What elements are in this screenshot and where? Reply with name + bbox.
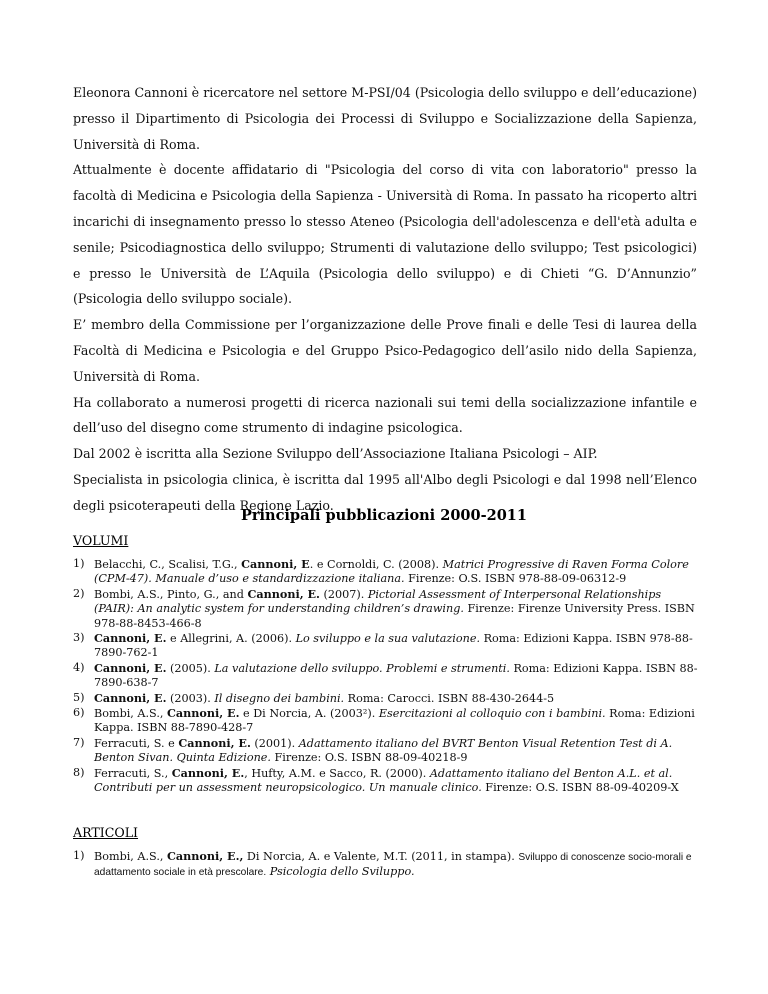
bio-paragraph: Specialista in psicologia clinica, è iscritta dal 1995 all'Albo degli Psicologi e dal 1998 nell’Elenco degli psicoterapeuti della Regione Lazio.: [73, 471, 697, 513]
item-authors-year: (2005).: [166, 661, 215, 675]
item-publisher: Roma: Edizioni Kappa. ISBN 88-7890-428-7: [94, 707, 695, 735]
articoli-title: ARTICOLI: [73, 825, 139, 840]
item-number: 5): [73, 690, 85, 704]
bio-paragraph: Eleonora Cannoni è ricercatore nel settore M-PSI/04 (Psicologia dello sviluppo e dell’educazione) presso il Dipartimento di Psicologia dei Processi di Sviluppo e Socializzazione della Sapienza, Università di Roma.: [73, 85, 697, 152]
item-author-highlight: Cannoni, E.: [94, 690, 167, 705]
item-authors-year: Di Norcia, A. e Valente, M.T. (2011, in stampa).: [243, 850, 519, 863]
item-authors-year: (2003).: [166, 691, 215, 705]
item-authors: Bombi, A.S., Pinto, G., and: [94, 587, 248, 601]
item-number: 4): [73, 660, 85, 674]
list-item: [73, 766, 699, 796]
item-title: Lo sviluppo e la sua valutazione.: [295, 632, 481, 646]
item-authors: Bombi, A.S.,: [94, 850, 167, 863]
item-number: 1): [73, 557, 85, 570]
item-number: 7): [73, 735, 85, 749]
item-title: Il disegno dei bambini.: [214, 691, 345, 705]
item-authors-year: (2007).: [319, 587, 368, 601]
item-authors: Belacchi, C., Scalisi, T.G.,: [94, 558, 242, 571]
item-publisher: Roma: Edizioni Kappa. ISBN 88-7890-638-7: [94, 661, 698, 690]
item-title: Adattamento italiano del Benton A.L. et al. Contributi per un assessment neuropsicologico. Un manuale clinico.: [94, 766, 673, 795]
item-title: Adattamento italiano del BVRT Benton Visual Retention Test di A. Benton Sivan. Quinta Edizione.: [94, 736, 673, 765]
item-author-highlight: Cannoni, E.: [247, 586, 320, 601]
item-publisher: Firenze: Firenze University Press. ISBN 978-88-8453-466-8: [94, 602, 695, 630]
item-author-highlight: Cannoni, E.: [171, 765, 245, 780]
item-number: 3): [73, 631, 85, 645]
list-item: [73, 631, 699, 661]
item-authors: Ferracuti, S. e: [94, 736, 179, 750]
list-item: [73, 587, 699, 631]
list-item: [73, 849, 699, 881]
item-author-highlight: Cannoni, E.,: [167, 849, 244, 863]
item-authors-year: e Di Norcia, A. (2003²).: [239, 707, 379, 721]
item-authors: Ferracuti, S.,: [94, 766, 172, 780]
volumi-title: VOLUMI: [73, 533, 129, 548]
list-item: [73, 557, 699, 587]
item-authors-year: e Allegrini, A. (2006).: [166, 632, 296, 646]
bio-paragraph: Ha collaborato a numerosi progetti di ricerca nazionali sui temi della socializzazione infantile e dell’uso del disegno come strumento di indagine psicologica.: [73, 394, 697, 436]
list-item: [73, 736, 699, 766]
bio-paragraph: Dal 2002 è iscritta alla Sezione Sviluppo dell’Associazione Italiana Psicologi – AIP.: [73, 446, 598, 462]
item-author-highlight: Cannoni, E: [241, 557, 310, 571]
item-title: Matrici Progressive di Raven Forma Colore (CPM-47). Manuale d’uso e standardizzazione italiana.: [94, 558, 689, 586]
item-publisher: Roma: Carocci. ISBN 88-430-2644-5: [344, 691, 555, 705]
item-authors-year: . e Cornoldi, C. (2008).: [309, 558, 443, 571]
item-publisher: Firenze: O.S. ISBN 88-09-40218-9: [270, 751, 468, 765]
item-title: Esercitazioni al colloquio con i bambini.: [378, 707, 606, 721]
item-author-highlight: Cannoni, E.: [167, 706, 240, 721]
bio-paragraph: Attualmente è docente affidatario di "Psicologia del corso di vita con laboratorio" presso la facoltà di Medicina e Psicologia della Sapienza - Università di Roma. In passato ha ricoperto altri incarichi di insegnamento presso lo stesso Ateneo (Psicologia dell'adolescenza e dell'età adulta e senile; Psicodiagnostica dello sviluppo; Strumenti di valutazione dello sviluppo; Test psicologici) e presso le Università de L’Aquila (Psicologia dello sviluppo) e di Chieti “G. D’Annunzio” (Psicologia dello sviluppo sociale).: [73, 162, 697, 307]
publications-heading: Principali pubblicazioni 2000-2011: [241, 507, 527, 524]
articoli-list: [73, 849, 699, 881]
item-authors-year: (2001).: [250, 736, 299, 750]
item-title: La valutazione dello sviluppo. Problemi e strumenti.: [214, 661, 510, 675]
bio-paragraph: E’ membro della Commissione per l’organizzazione delle Prove finali e delle Tesi di laurea della Facoltà di Medicina e Psicologia e del Gruppo Psico-Pedagogico dell’asilo nido della Sapienza, Università di Roma.: [73, 317, 697, 384]
item-publisher: Firenze: O.S. ISBN 978-88-09-06312-9: [404, 572, 627, 586]
item-authors-year: , Hufty, A.M. e Sacco, R. (2000).: [244, 766, 430, 780]
item-title: Sviluppo di conoscenze socio-morali e adattamento sociale in età prescolare.: [94, 852, 692, 879]
item-number: 6): [73, 706, 85, 720]
item-author-highlight: Cannoni, E.: [94, 660, 167, 675]
item-number: 8): [73, 765, 85, 779]
biography: [73, 80, 697, 519]
volumi-list: [73, 557, 699, 796]
item-author-highlight: Cannoni, E.: [178, 735, 251, 750]
list-item: [73, 706, 699, 736]
item-number: 2): [73, 586, 85, 600]
list-item: [73, 691, 699, 706]
item-author-highlight: Cannoni, E.: [94, 631, 167, 646]
item-title: Pictorial Assessment of Interpersonal Relationships (PAIR): An analytic system for understanding children’s drawing.: [94, 587, 662, 616]
item-publisher: Firenze: O.S. ISBN 88-09-40209-X: [481, 781, 679, 795]
item-authors: Bombi, A.S.,: [94, 707, 167, 721]
list-item: [73, 661, 699, 691]
item-journal: Psicologia dello Sviluppo.: [269, 865, 415, 879]
item-publisher: Roma: Edizioni Kappa. ISBN 978-88-7890-762-1: [94, 632, 693, 660]
item-number: 1): [73, 849, 85, 862]
